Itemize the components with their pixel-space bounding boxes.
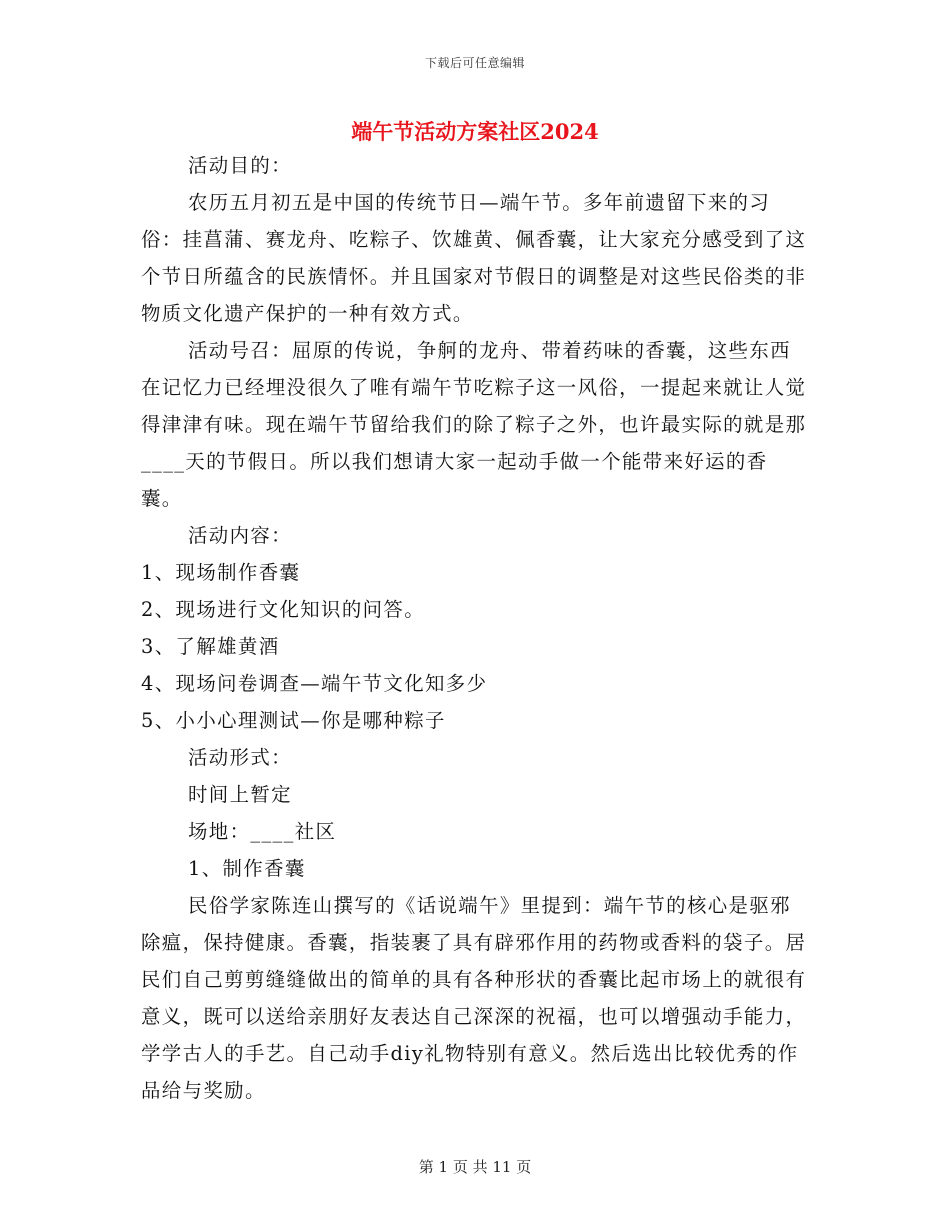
section-heading-form: 活动形式： xyxy=(188,746,292,769)
page-header-note: 下载后可任意编辑 xyxy=(424,56,525,70)
paragraph-purpose: 农历五月初五是中国的传统节日—端午节。多年前遗留下来的习俗：挂菖蒲、赛龙舟、吃粽子、饮雄黄、佩香囊，让大家充分感受到了这个节日所蕴含的民族情怀。并且国家对节假日的调整是对这些民俗类的非物质文化遗产保护的一种有效方式。 xyxy=(141,191,807,325)
document-body xyxy=(141,147,809,1109)
paragraph-time: 时间上暂定 xyxy=(188,783,292,806)
paragraph-venue: 场地：____社区 xyxy=(188,820,337,843)
list-item: 1、现场制作香囊 xyxy=(141,561,301,584)
list-item: 4、现场问卷调查—端午节文化知多少 xyxy=(141,672,488,695)
section-heading-purpose: 活动目的： xyxy=(188,154,292,177)
section-heading-content: 活动内容： xyxy=(188,524,292,547)
paragraph-sachet: 民俗学家陈连山撰写的《话说端午》里提到：端午节的核心是驱邪除瘟，保持健康。香囊，指装裹了具有辟邪作用的药物或香料的袋子。居民们自己剪剪缝缝做出的简单的具有各种形状的香囊比起市场上的就很有意义，既可以送给亲朋好友表达自己深深的祝福，也可以增强动手能力，学学古人的手艺。自己动手diy礼物特别有意义。然后选出比较优秀的作品给与奖励。 xyxy=(141,894,807,1102)
paragraph-call: 活动号召：屈原的传说，争舸的龙舟、带着药味的香囊，这些东西在记忆力已经埋没很久了唯有端午节吃粽子这一风俗，一提起来就让人觉得津津有味。现在端午节留给我们的除了粽子之外，也许最实际的就是那____天的节假日。所以我们想请大家一起动手做一个能带来好运的香囊。 xyxy=(141,339,807,510)
document-title: 端午节活动方案社区2024 xyxy=(351,119,599,144)
list-item: 2、现场进行文化知识的问答。 xyxy=(141,598,426,621)
subheading-make-sachet: 1、制作香囊 xyxy=(188,857,306,880)
list-item: 3、了解雄黄酒 xyxy=(141,635,280,658)
page-footer-number: 第 1 页 共 11 页 xyxy=(418,1158,532,1176)
list-item: 5、小小心理测试—你是哪种粽子 xyxy=(141,709,446,732)
